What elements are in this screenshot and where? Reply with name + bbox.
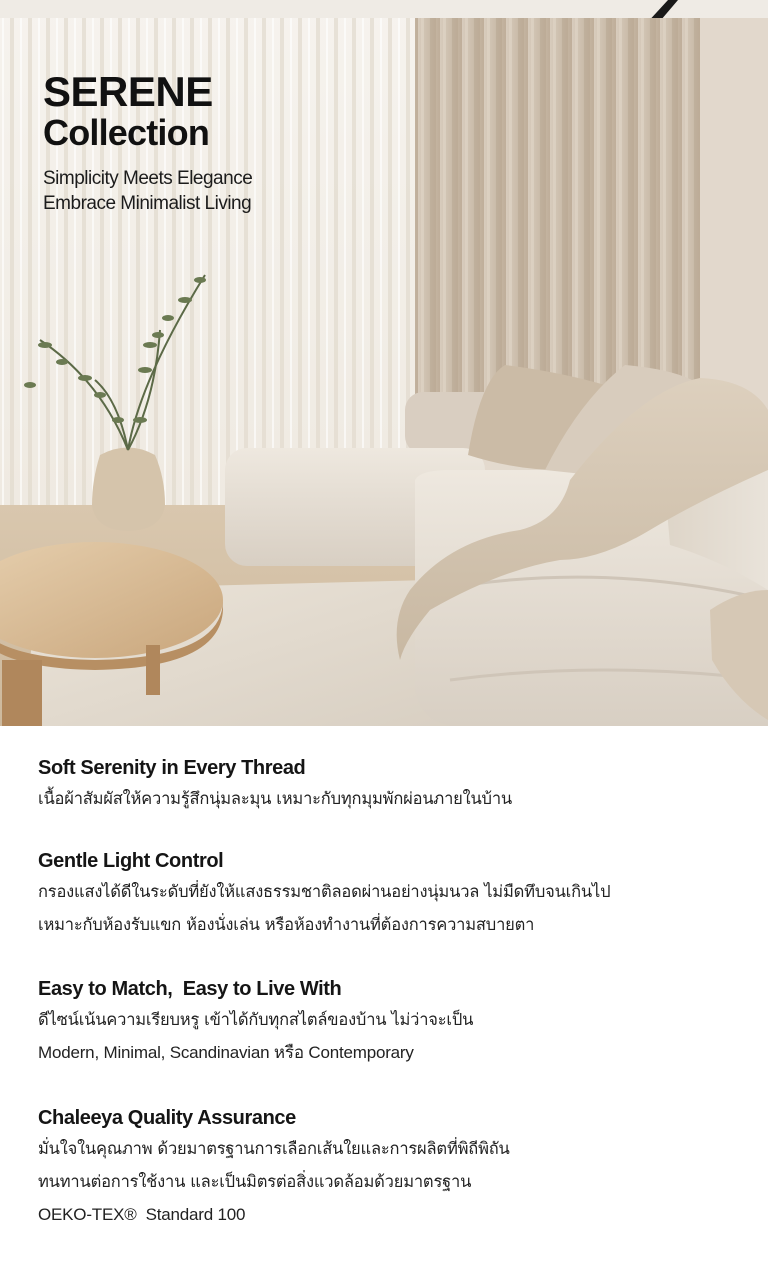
hero-headline: [43, 68, 253, 216]
feature-light-control: [38, 847, 610, 941]
feature-quality-assurance: [38, 1104, 510, 1231]
feature-description: ทนทานต่อการใช้งาน และเป็นมิตรต่อสิ่งแวดล้อมด้วยมาตรฐาน: [38, 1172, 472, 1191]
collection-subtitle: Collection: [43, 112, 210, 153]
collection-title: SERENE: [43, 68, 213, 115]
feature-description: Modern, Minimal, Scandinavian หรือ Contemporary: [38, 1043, 414, 1062]
feature-title: Easy to Match, Easy to Live With: [38, 978, 342, 1000]
feature-soft-serenity: [38, 754, 512, 815]
feature-description: กรองแสงได้ดีในระดับที่ยังให้แสงธรรมชาติลอดผ่านอย่างนุ่มนวล ไม่มืดทึบจนเกินไป: [38, 882, 611, 901]
tagline-line-2: Embrace Minimalist Living: [43, 193, 252, 214]
certification-text: OEKO-TEX® Standard 100: [38, 1205, 246, 1224]
feature-description: มั่นใจในคุณภาพ ด้วยมาตรฐานการเลือกเส้นใยและการผลิตที่พิถีพิถัน: [38, 1139, 510, 1158]
feature-description: เนื้อผ้าสัมผัสให้ความรู้สึกนุ่มละมุน เหมาะกับทุกมุมพักผ่อนภายในบ้าน: [38, 789, 512, 808]
feature-easy-match: [38, 975, 473, 1069]
tagline: [43, 166, 252, 216]
feature-description: เหมาะกับห้องรับแขก ห้องนั่งเล่น หรือห้องทำงานที่ต้องการความสบายตา: [38, 915, 535, 934]
tagline-line-1: Simplicity Meets Elegance: [43, 168, 253, 189]
feature-title: Gentle Light Control: [38, 850, 224, 872]
feature-title: Chaleeya Quality Assurance: [38, 1107, 296, 1129]
feature-title: Soft Serenity in Every Thread: [38, 757, 306, 779]
feature-description: ดีไซน์เน้นความเรียบหรู เข้าได้กับทุกสไตล์ของบ้าน ไม่ว่าจะเป็น: [38, 1010, 474, 1029]
